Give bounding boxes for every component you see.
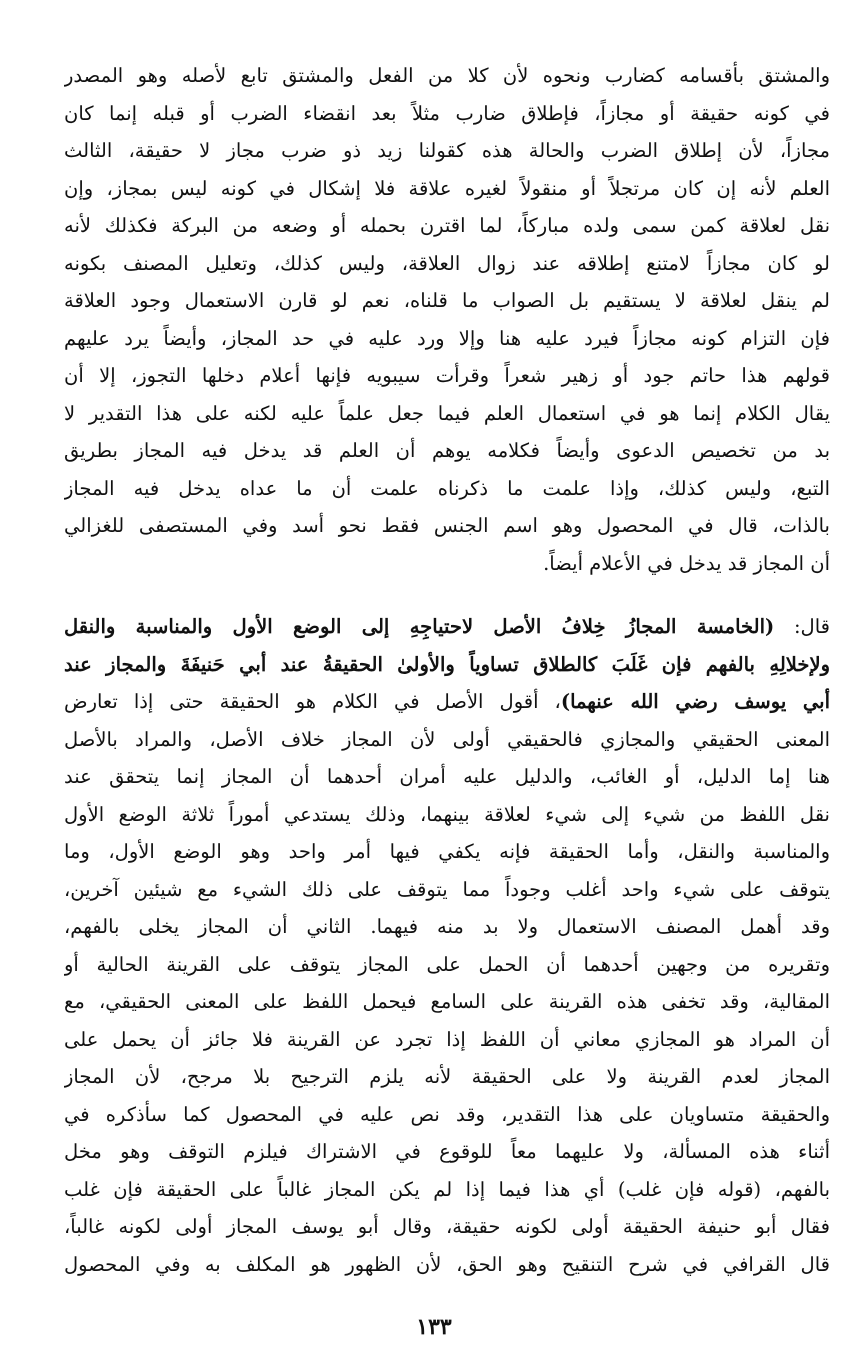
matn-quote-line: ولإخلالِهِ بالفهم فإن غَلَبَ كالطلاق تساوياً والأولىٰ الحقيقةُ عند أبي حَنيفَةَ والمجاز عند bbox=[64, 652, 830, 676]
text-line: هنا إما الدليل، أو الغائب، والدليل عليه أمران أحدهما أن المجاز إنما يتحقق عند bbox=[64, 765, 830, 788]
quote-opening-line bbox=[64, 608, 830, 646]
text-line: لم ينقل لعلاقة لا يستقيم بل الصواب ما قلناه، نعم لو قارن الاستعمال وجود العلاقة bbox=[64, 289, 830, 312]
text-line: بالفهم، (قوله فإن غلب) أي هذا فيما إذا لم يكن المجاز غالباً على الحقيقة فإن غلب bbox=[64, 1177, 830, 1201]
text-line: والمناسبة والنقل، وأما الحقيقة فإنه يكفي فيها أمر واحد وهو الوضع الأول، وما bbox=[64, 840, 830, 863]
matn-quote-start: (الخامسة المجازُ خِلافُ الأصل لاحتياجِهِ إلى الوضع الأول والمناسبة والنقل bbox=[64, 615, 775, 638]
text-line: فقال أبو حنيفة الحقيقة أولى لكونه حقيقة، وقال أبو يوسف المجاز أولى لكونه غالباً، bbox=[64, 1215, 830, 1238]
quote-closing-line bbox=[64, 683, 830, 721]
text-line: والمشتق بأقسامه كضارب ونحوه لأن كلا من الفعل والمشتق تابع لأصله وهو المصدر bbox=[64, 64, 830, 87]
text-line: المعنى الحقيقي والمجازي فالحقيقي أولى لأن المجاز خلاف الأصل، والمراد بالأصل bbox=[64, 727, 830, 751]
commentary-start: ، أقول الأصل في الكلام هو الحقيقة حتى إذا تعارض bbox=[64, 690, 561, 713]
text-line: يتوقف على شيء واحد أغلب وجوداً مما يتوقف على ذلك الشيء مع شيئين آخرين، bbox=[64, 877, 830, 901]
text-line: فإن التزام كونه مجازاً فيرد عليه هنا وإلا ورد عليه في حد المجاز، وأيضاً يرد عليهم bbox=[64, 326, 830, 350]
text-line: أن المراد هو المجازي معاني أن اللفظ إذا تجرد عن القرينة فلا جائز أن يحمل على bbox=[64, 1027, 830, 1051]
text-line: بد من تخصيص الدعوى وأيضاً فكلامه يوهم أن العلم قد يدخل فيه المجاز بطريق bbox=[64, 439, 830, 462]
text-line: المقالية، وقد تخفى هذه القرينة على السامع فيحمل اللفظ على المعنى الحقيقي، مع bbox=[64, 990, 830, 1013]
text-line: قولهم هذا حاتم جود أو زهير شعراً وقرأت سيبويه فإنها أعلام دخلها التجوز، إلا أن bbox=[64, 364, 830, 387]
text-line: نقل اللفظ من شيء إلى شيء لعلاقة بينهما، وذلك يستدعي أموراً ثلاثة الوضع الأول bbox=[64, 802, 830, 826]
text-line: يقال الكلام إنما هو في استعمال العلم فيما جعل علماً عليه لكنه على هذا التقدير لا bbox=[64, 401, 830, 425]
text-line: أن المجاز قد يدخل في الأعلام أيضاً. bbox=[543, 551, 830, 575]
text-line: بالذات، قال في المحصول وهو اسم الجنس فقط نحو أسد وفي المستصفى للغزالي bbox=[64, 514, 830, 537]
text-line: أثناء هذه المسألة، ولا عليهما معاً للوقوع في الاشتراك فيلزم التوقف وهو مخل bbox=[64, 1140, 830, 1163]
qala-prefix: قال: bbox=[774, 615, 830, 638]
text-line: التبع، وليس كذلك، وإذا علمت ما ذكرناه علمت أن ما عداه يدخل فيه المجاز bbox=[64, 476, 830, 500]
text-line: المجاز لعدم القرينة ولا على الحقيقة لأنه يلزم الترجيح بلا مرجح، لأن المجاز bbox=[64, 1065, 830, 1088]
paragraph-one bbox=[64, 57, 830, 582]
text-line: نقل لعلاقة كمن سمى ولده مباركاً، لما اقترن بحمله أو وضعه من البركة فكذلك لأنه bbox=[64, 214, 830, 237]
text-line: لو كان مجازاً لامتنع إطلاقه عند زوال العلاقة، وليس كذلك، وتعليل المصنف بكونه bbox=[64, 251, 830, 275]
text-line: وتقريره من وجهين أحدهما أن الحمل على المجاز يتوقف على القرينة الحالية أو bbox=[64, 952, 830, 976]
paragraph-two bbox=[64, 608, 830, 1283]
text-line: العلم لأنه إن كان مرتجلاً أو منقولاً لغيره علاقة فلا إشكال في كونه ليس بمجاز، وإن bbox=[64, 176, 830, 200]
text-line: والحقيقة متساويان على هذا التقدير، وقد نص عليه في المحصول كما سأذكره في bbox=[64, 1102, 830, 1126]
matn-quote-end: أبي يوسف رضي الله عنهما) bbox=[560, 690, 830, 713]
text-line: مجازاً، لأن إطلاق الضرب والحالة هذه كقولنا زيد ذو ضرب مجاز لا حقيقة، الثالث bbox=[64, 139, 830, 162]
page-number: ١٣٣ bbox=[416, 1314, 452, 1340]
text-line: في كونه حقيقة أو مجازاً، فإطلاق ضارب مثلاً بعد انقضاء الضرب أو قبله إنما كان bbox=[64, 101, 830, 125]
text-line: وقد أهمل المصنف الاستعمال ولا بد منه فيهما. الثاني أن المجاز يخلى بالفهم، bbox=[64, 915, 830, 938]
text-line: قال القرافي في شرح التنقيح وهو الحق، لأن الظهور هو المكلف به وفي المحصول bbox=[64, 1252, 830, 1276]
